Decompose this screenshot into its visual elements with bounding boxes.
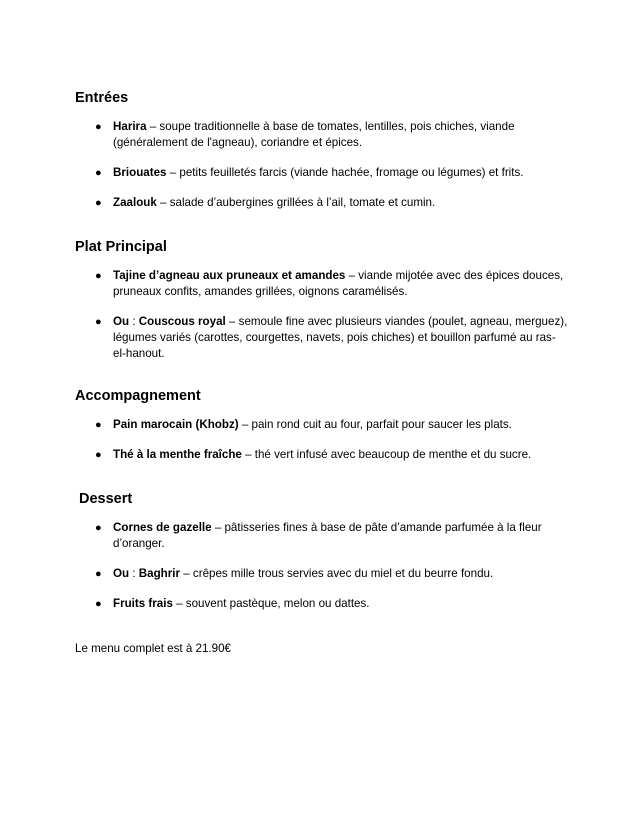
section-plat-principal <box>75 237 575 362</box>
item-name: Harira <box>113 120 147 133</box>
item-name: Couscous royal <box>138 315 226 328</box>
bullet-icon: ● <box>95 522 102 534</box>
item-description: – pain rond cuit au four, parfait pour saucer les plats. <box>238 418 512 431</box>
bullet-icon: ● <box>95 568 102 580</box>
menu-item <box>75 268 568 300</box>
menu-item <box>75 417 568 433</box>
item-name: Baghrir <box>138 567 181 580</box>
menu-item <box>75 195 568 211</box>
section-heading: Plat Principal <box>75 239 167 255</box>
bullet-icon: ● <box>95 449 102 461</box>
item-description: – pâtisseries fines à base de pâte d’amande parfumée à la fleur d’oranger. <box>113 521 542 550</box>
bullet-icon: ● <box>95 316 102 328</box>
item-list <box>75 268 575 362</box>
item-separator: : <box>129 567 139 580</box>
item-description: – viande mijotée avec des épices douces, pruneaux confits, amandes grillées, oignons caramélisés. <box>113 269 564 298</box>
item-name: Pain marocain (Khobz) <box>113 418 239 431</box>
item-prefix: Ou <box>113 315 130 328</box>
section-heading: Dessert <box>79 491 133 507</box>
item-name: Fruits frais <box>113 597 173 610</box>
item-description: – crêpes mille trous servies avec du miel et du beurre fondu. <box>180 567 494 580</box>
menu-item <box>75 596 568 612</box>
bullet-icon: ● <box>95 121 102 133</box>
item-prefix: Ou <box>113 567 130 580</box>
item-name: Tajine d’agneau aux pruneaux et amandes <box>113 269 346 282</box>
item-description: – souvent pastèque, melon ou dattes. <box>172 597 370 610</box>
section-heading: Entrées <box>75 90 129 106</box>
section-accompagnement <box>75 386 575 463</box>
menu-item <box>75 520 568 552</box>
menu-item <box>75 119 568 151</box>
bullet-icon: ● <box>95 197 102 209</box>
item-description: – semoule fine avec plusieurs viandes (poulet, agneau, merguez), légumes variés (carottes, courgettes, navets, pois chiches) et bouillon parfumé au ras-el-hanout. <box>113 315 568 360</box>
item-name: Zaalouk <box>113 196 157 209</box>
menu-item <box>75 165 568 181</box>
section-dessert <box>75 489 575 612</box>
item-name: Thé à la menthe fraîche <box>113 448 242 461</box>
bullet-icon: ● <box>95 167 102 179</box>
item-description: – salade d’aubergines grillées à l’ail, tomate et cumin. <box>156 196 436 209</box>
bullet-icon: ● <box>95 270 102 282</box>
menu-item <box>75 314 568 362</box>
item-separator: : <box>129 315 139 328</box>
item-description: – soupe traditionnelle à base de tomates, lentilles, pois chiches, viande (généralement de l'agneau), coriandre et épices. <box>113 120 515 149</box>
item-name: Briouates <box>113 166 167 179</box>
section-heading: Accompagnement <box>75 388 201 404</box>
item-list <box>75 417 575 463</box>
menu-item <box>75 447 568 463</box>
item-list <box>75 520 575 612</box>
item-name: Cornes de gazelle <box>113 521 212 534</box>
item-description: – thé vert infusé avec beaucoup de menthe et du sucre. <box>241 448 532 461</box>
item-list <box>75 119 575 211</box>
item-description: – petits feuilletés farcis (viande hachée, fromage ou légumes) et frits. <box>166 166 524 179</box>
menu-item <box>75 566 568 582</box>
section-entrees <box>75 88 575 211</box>
bullet-icon: ● <box>95 598 102 610</box>
bullet-icon: ● <box>95 419 102 431</box>
menu-price-note: Le menu complet est à 21.90€ <box>75 642 231 655</box>
